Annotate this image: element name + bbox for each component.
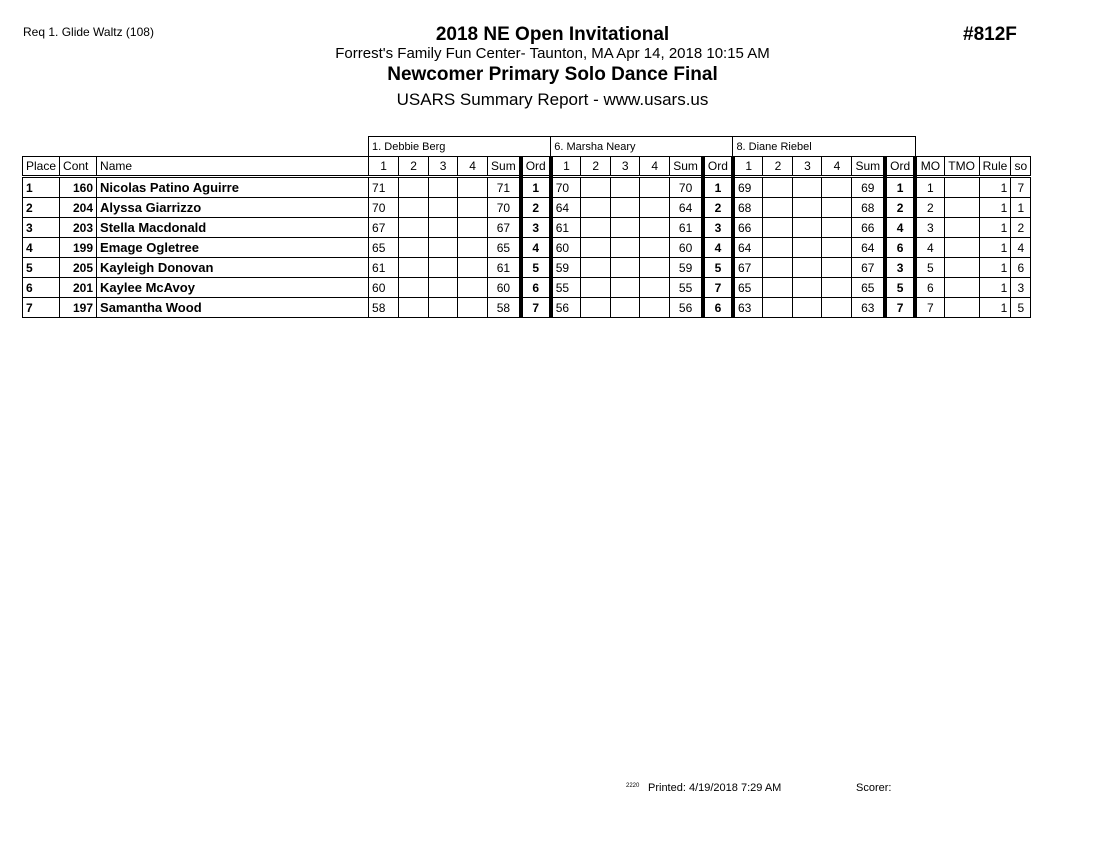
score-2-cell [399,238,429,258]
sum-cell: 64 [670,198,703,218]
score-3-cell [793,298,822,318]
rule-cell: 1 [979,298,1011,318]
sum-cell: 64 [852,238,885,258]
col-tmo: TMO [944,157,979,177]
name-cell: Emage Ogletree [97,238,369,258]
ordinal-cell: 1 [703,177,733,198]
name-cell: Stella Macdonald [97,218,369,238]
col-j1-ord: Ord [521,157,551,177]
tmo-cell [944,238,979,258]
so-cell: 6 [1011,258,1031,278]
tmo-cell [944,218,979,238]
sum-cell: 58 [488,298,521,318]
ordinal-cell: 2 [703,198,733,218]
score-4-cell [458,238,488,258]
score-4-cell [458,198,488,218]
mo-cell: 4 [915,238,944,258]
score-2-cell [399,198,429,218]
cont-cell: 199 [60,238,97,258]
so-cell: 4 [1011,238,1031,258]
so-cell: 1 [1011,198,1031,218]
tmo-cell [944,258,979,278]
score-1-cell: 63 [733,298,763,318]
score-3-cell [611,238,640,258]
score-4-cell [640,278,670,298]
score-1-cell: 60 [551,238,581,258]
score-3-cell [429,298,458,318]
score-3-cell [429,218,458,238]
score-1-cell: 70 [369,198,399,218]
ordinal-cell: 6 [885,238,915,258]
col-j3-1: 1 [733,157,763,177]
col-j2-3: 3 [611,157,640,177]
score-4-cell [458,177,488,198]
score-3-cell [611,258,640,278]
col-j1-1: 1 [369,157,399,177]
rule-cell: 1 [979,177,1011,198]
ordinal-cell: 7 [885,298,915,318]
judge-2-name: 6. Marsha Neary [551,137,733,157]
score-4-cell [458,298,488,318]
col-j3-ord: Ord [885,157,915,177]
score-3-cell [611,218,640,238]
name-cell: Alyssa Giarrizzo [97,198,369,218]
sum-cell: 66 [852,218,885,238]
tmo-cell [944,278,979,298]
score-1-cell: 64 [733,238,763,258]
so-cell: 5 [1011,298,1031,318]
ordinal-cell: 6 [703,298,733,318]
tmo-cell [944,177,979,198]
ordinal-cell: 5 [703,258,733,278]
col-j2-2: 2 [581,157,611,177]
place-cell: 6 [23,278,60,298]
col-name: Name [97,157,369,177]
sum-cell: 65 [488,238,521,258]
ordinal-cell: 7 [521,298,551,318]
score-3-cell [611,198,640,218]
score-3-cell [611,298,640,318]
col-j1-4: 4 [458,157,488,177]
ordinal-cell: 5 [885,278,915,298]
sum-cell: 71 [488,177,521,198]
sum-cell: 67 [488,218,521,238]
cont-cell: 160 [60,177,97,198]
mo-cell: 3 [915,218,944,238]
requirement-label: Req 1. Glide Waltz (108) [23,25,154,39]
score-3-cell [793,258,822,278]
place-cell: 3 [23,218,60,238]
score-2-cell [581,298,611,318]
score-2-cell [399,278,429,298]
score-3-cell [793,278,822,298]
score-3-cell [793,218,822,238]
score-2-cell [763,278,793,298]
name-cell: Nicolas Patino Aguirre [97,177,369,198]
score-2-cell [581,278,611,298]
mo-cell: 5 [915,258,944,278]
judge-3-name: 8. Diane Riebel [733,137,915,157]
ordinal-cell: 4 [521,238,551,258]
col-j2-4: 4 [640,157,670,177]
score-4-cell [822,218,852,238]
score-2-cell [763,198,793,218]
table-row [23,258,1031,278]
rule-cell: 1 [979,278,1011,298]
score-1-cell: 71 [369,177,399,198]
sum-cell: 59 [670,258,703,278]
col-j1-3: 3 [429,157,458,177]
score-1-cell: 61 [551,218,581,238]
sum-cell: 63 [852,298,885,318]
cont-cell: 201 [60,278,97,298]
ordinal-cell: 1 [521,177,551,198]
score-2-cell [581,258,611,278]
ordinal-cell: 6 [521,278,551,298]
score-2-cell [581,177,611,198]
table-row [23,238,1031,258]
score-3-cell [429,177,458,198]
score-4-cell [640,177,670,198]
place-cell: 5 [23,258,60,278]
score-1-cell: 70 [551,177,581,198]
table-row [23,218,1031,238]
col-so: so [1011,157,1031,177]
score-2-cell [399,218,429,238]
score-4-cell [640,298,670,318]
score-2-cell [763,238,793,258]
score-4-cell [822,298,852,318]
col-j3-2: 2 [763,157,793,177]
score-4-cell [822,238,852,258]
score-2-cell [763,258,793,278]
cont-cell: 203 [60,218,97,238]
results-table [22,136,1031,318]
col-rule: Rule [979,157,1011,177]
col-j3-sum: Sum [852,157,885,177]
score-4-cell [640,238,670,258]
mo-cell: 6 [915,278,944,298]
col-cont: Cont [60,157,97,177]
score-2-cell [581,218,611,238]
score-1-cell: 56 [551,298,581,318]
col-j3-3: 3 [793,157,822,177]
sum-cell: 61 [670,218,703,238]
so-cell: 7 [1011,177,1031,198]
sum-cell: 56 [670,298,703,318]
ordinal-cell: 3 [521,218,551,238]
col-j1-sum: Sum [488,157,521,177]
event-code: #812F [963,24,1017,45]
place-cell: 2 [23,198,60,218]
score-1-cell: 59 [551,258,581,278]
sum-cell: 70 [488,198,521,218]
score-1-cell: 58 [369,298,399,318]
score-3-cell [793,198,822,218]
table-row [23,177,1031,198]
score-2-cell [763,218,793,238]
score-4-cell [822,278,852,298]
score-4-cell [458,218,488,238]
score-4-cell [640,258,670,278]
ordinal-cell: 4 [885,218,915,238]
score-2-cell [399,298,429,318]
col-j3-4: 4 [822,157,852,177]
score-1-cell: 67 [733,258,763,278]
tmo-cell [944,298,979,318]
judge-1-name: 1. Debbie Berg [369,137,551,157]
score-2-cell [581,198,611,218]
score-3-cell [611,278,640,298]
score-4-cell [458,258,488,278]
judge-header-row [23,137,1031,157]
table-row [23,298,1031,318]
sum-cell: 61 [488,258,521,278]
col-j2-1: 1 [551,157,581,177]
col-j2-sum: Sum [670,157,703,177]
event-title: Newcomer Primary Solo Dance Final [387,64,718,85]
score-1-cell: 66 [733,218,763,238]
score-1-cell: 55 [551,278,581,298]
score-2-cell [581,238,611,258]
score-4-cell [640,218,670,238]
ordinal-cell: 5 [521,258,551,278]
venue-date: Forrest's Family Fun Center- Taunton, MA Apr 14, 2018 10:15 AM [335,45,770,62]
score-2-cell [399,177,429,198]
cont-cell: 197 [60,298,97,318]
sum-cell: 69 [852,177,885,198]
scorer-label: Scorer: [856,782,892,794]
ordinal-cell: 2 [521,198,551,218]
so-cell: 2 [1011,218,1031,238]
column-header-row [23,157,1031,177]
competition-title: 2018 NE Open Invitational [435,24,670,45]
col-j2-ord: Ord [703,157,733,177]
sum-cell: 60 [488,278,521,298]
score-3-cell [429,238,458,258]
name-cell: Kayleigh Donovan [97,258,369,278]
score-1-cell: 60 [369,278,399,298]
sum-cell: 70 [670,177,703,198]
ordinal-cell: 1 [885,177,915,198]
name-cell: Samantha Wood [97,298,369,318]
score-1-cell: 69 [733,177,763,198]
score-2-cell [399,258,429,278]
place-cell: 1 [23,177,60,198]
ordinal-cell: 7 [703,278,733,298]
table-row [23,198,1031,218]
score-1-cell: 65 [733,278,763,298]
tmo-cell [944,198,979,218]
col-j1-2: 2 [399,157,429,177]
score-1-cell: 61 [369,258,399,278]
place-cell: 7 [23,298,60,318]
sum-cell: 67 [852,258,885,278]
score-2-cell [763,298,793,318]
sum-cell: 55 [670,278,703,298]
rule-cell: 1 [979,198,1011,218]
score-1-cell: 67 [369,218,399,238]
score-4-cell [822,258,852,278]
score-3-cell [429,278,458,298]
rule-cell: 1 [979,238,1011,258]
score-3-cell [793,177,822,198]
sum-cell: 68 [852,198,885,218]
mo-cell: 1 [915,177,944,198]
ordinal-cell: 2 [885,198,915,218]
score-1-cell: 64 [551,198,581,218]
sum-cell: 60 [670,238,703,258]
ordinal-cell: 3 [703,218,733,238]
cont-cell: 205 [60,258,97,278]
score-4-cell [822,177,852,198]
name-cell: Kaylee McAvoy [97,278,369,298]
ordinal-cell: 3 [885,258,915,278]
rule-cell: 1 [979,258,1011,278]
score-3-cell [429,198,458,218]
score-4-cell [458,278,488,298]
sum-cell: 65 [852,278,885,298]
table-row [23,278,1031,298]
score-3-cell [793,238,822,258]
printed-timestamp: Printed: 4/19/2018 7:29 AM [648,782,782,794]
so-cell: 3 [1011,278,1031,298]
report-title: USARS Summary Report - www.usars.us [396,90,709,109]
rule-cell: 1 [979,218,1011,238]
mo-cell: 7 [915,298,944,318]
score-4-cell [822,198,852,218]
col-mo: MO [915,157,944,177]
score-1-cell: 68 [733,198,763,218]
score-1-cell: 65 [369,238,399,258]
footer-mark: 2220 [626,783,640,789]
col-place: Place [23,157,60,177]
score-2-cell [763,177,793,198]
score-4-cell [640,198,670,218]
place-cell: 4 [23,238,60,258]
mo-cell: 2 [915,198,944,218]
cont-cell: 204 [60,198,97,218]
score-3-cell [429,258,458,278]
ordinal-cell: 4 [703,238,733,258]
score-3-cell [611,177,640,198]
